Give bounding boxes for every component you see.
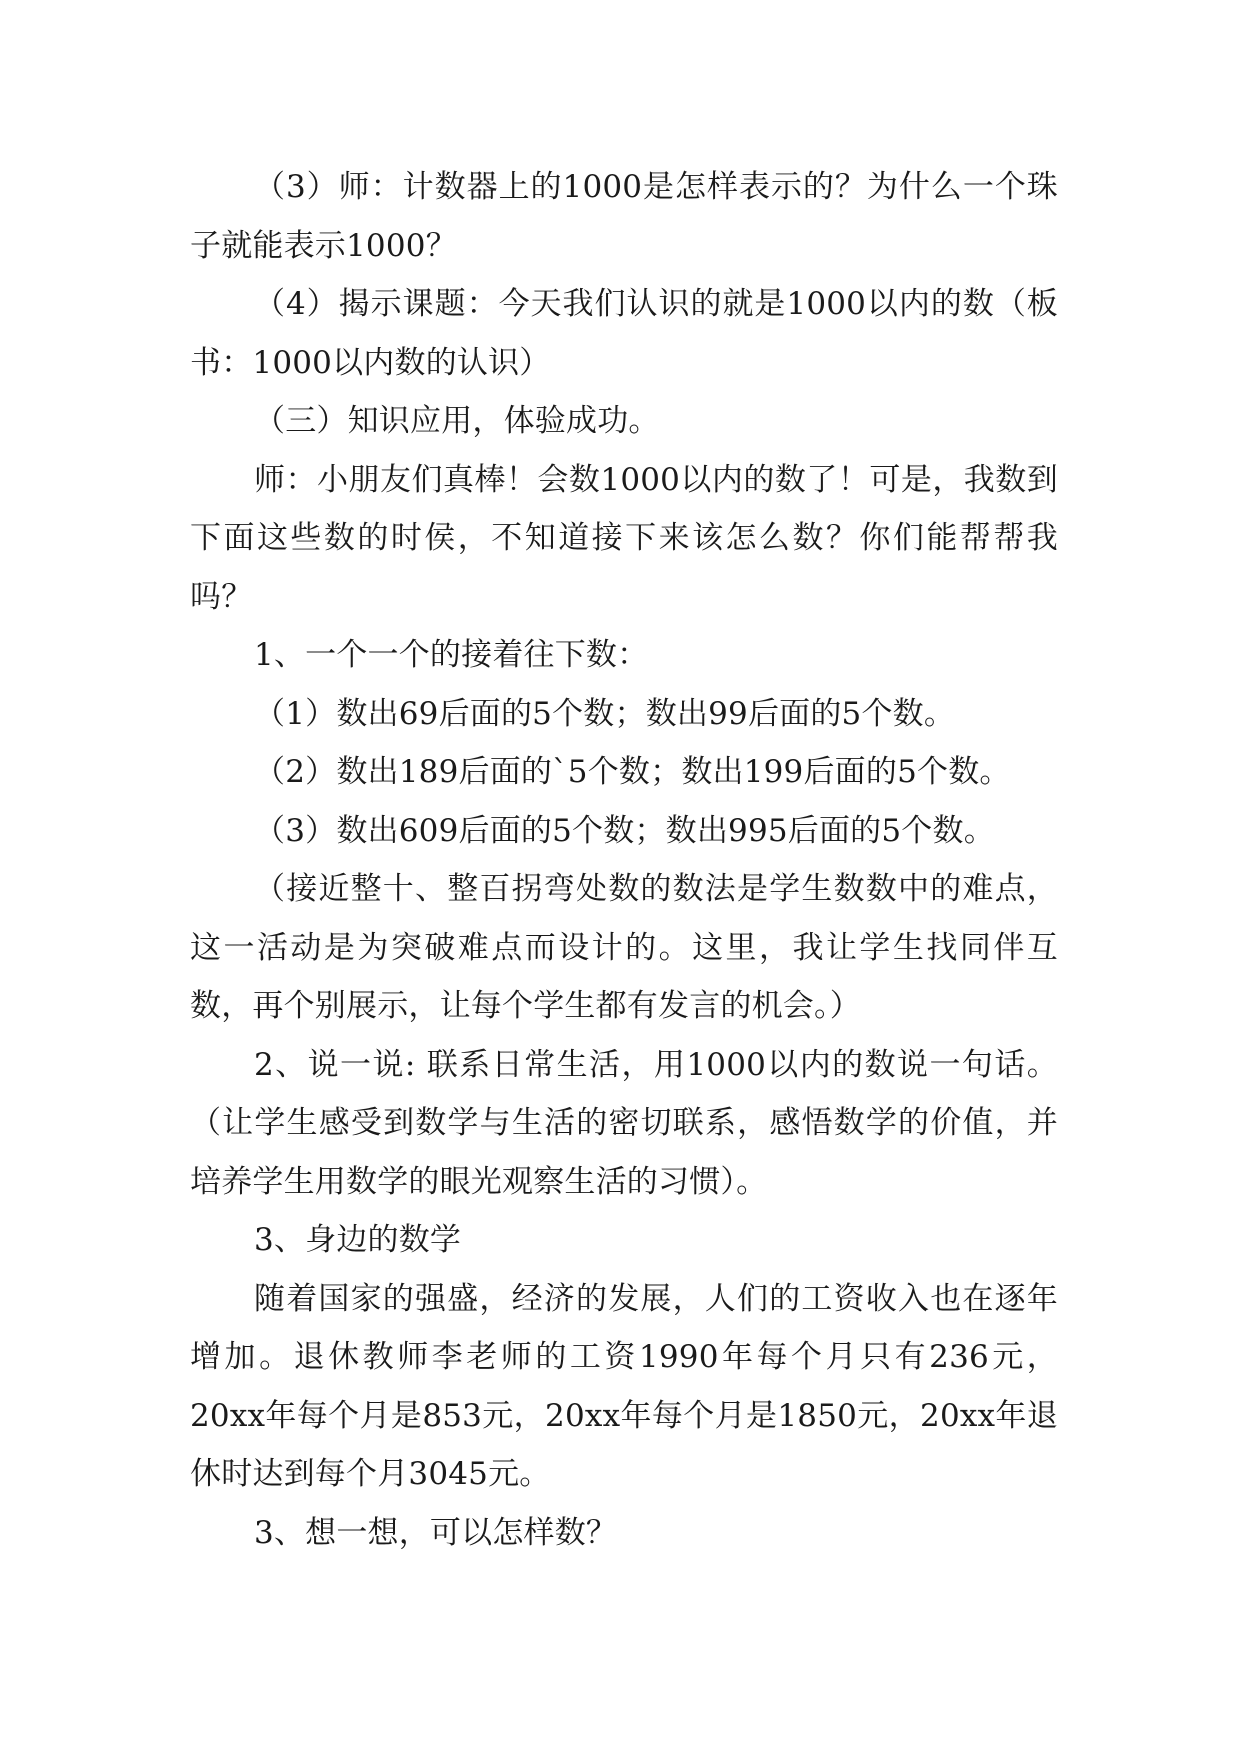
document-body xyxy=(190,158,1058,1562)
paragraph-count-item-1: （1）数出69后面的5个数；数出99后面的5个数。 xyxy=(254,695,956,732)
paragraph-activity-1: 1、一个一个的接着往下数： xyxy=(254,637,649,673)
paragraph-section-3-heading: （三）知识应用，体验成功。 xyxy=(254,403,660,439)
paragraph-think-question: 3、想一想，可以怎样数？ xyxy=(254,1514,618,1551)
paragraph-teacher-praise: 师：小朋友们真棒！会数1000以内的数了！可是，我数到下面这些数的时侯，不知道接下来该怎么数？你们能帮帮我吗？ xyxy=(190,461,1058,615)
paragraph-count-item-3: （3）数出609后面的5个数；数出995后面的5个数。 xyxy=(254,812,995,849)
paragraph-design-note: （接近整十、整百拐弯处数的数法是学生数数中的难点，这一活动是为突破难点而设计的。这里，我让学生找同伴互数，再个别展示，让每个学生都有发言的机会。） xyxy=(190,871,1058,1024)
paragraph-teacher-question-3: （3）师：计数器上的1000是怎样表示的？为什么一个珠子就能表示1000？ xyxy=(190,169,1058,264)
paragraph-reveal-topic-4: （4）揭示课题：今天我们认识的就是1000以内的数（板书：1000以内数的认识） xyxy=(190,286,1058,381)
paragraph-activity-3-heading: 3、身边的数学 xyxy=(254,1222,462,1258)
paragraph-salary-story: 随着国家的强盛，经济的发展，人们的工资收入也在逐年增加。退休教师李老师的工资1990年每个月只有236元，20xx年每个月是853元，20xx年每个月是1850元，20xx年退休时达到每个月3045元。 xyxy=(190,1280,1058,1492)
paragraph-count-item-2: （2）数出189后面的`5个数；数出199后面的5个数。 xyxy=(254,754,1011,790)
paragraph-activity-2: 2、说一说: 联系日常生活，用1000以内的数说一句话。（让学生感受到数学与生活的密切联系，感悟数学的价值，并培养学生用数学的眼光观察生活的习惯）。 xyxy=(190,1046,1058,1200)
